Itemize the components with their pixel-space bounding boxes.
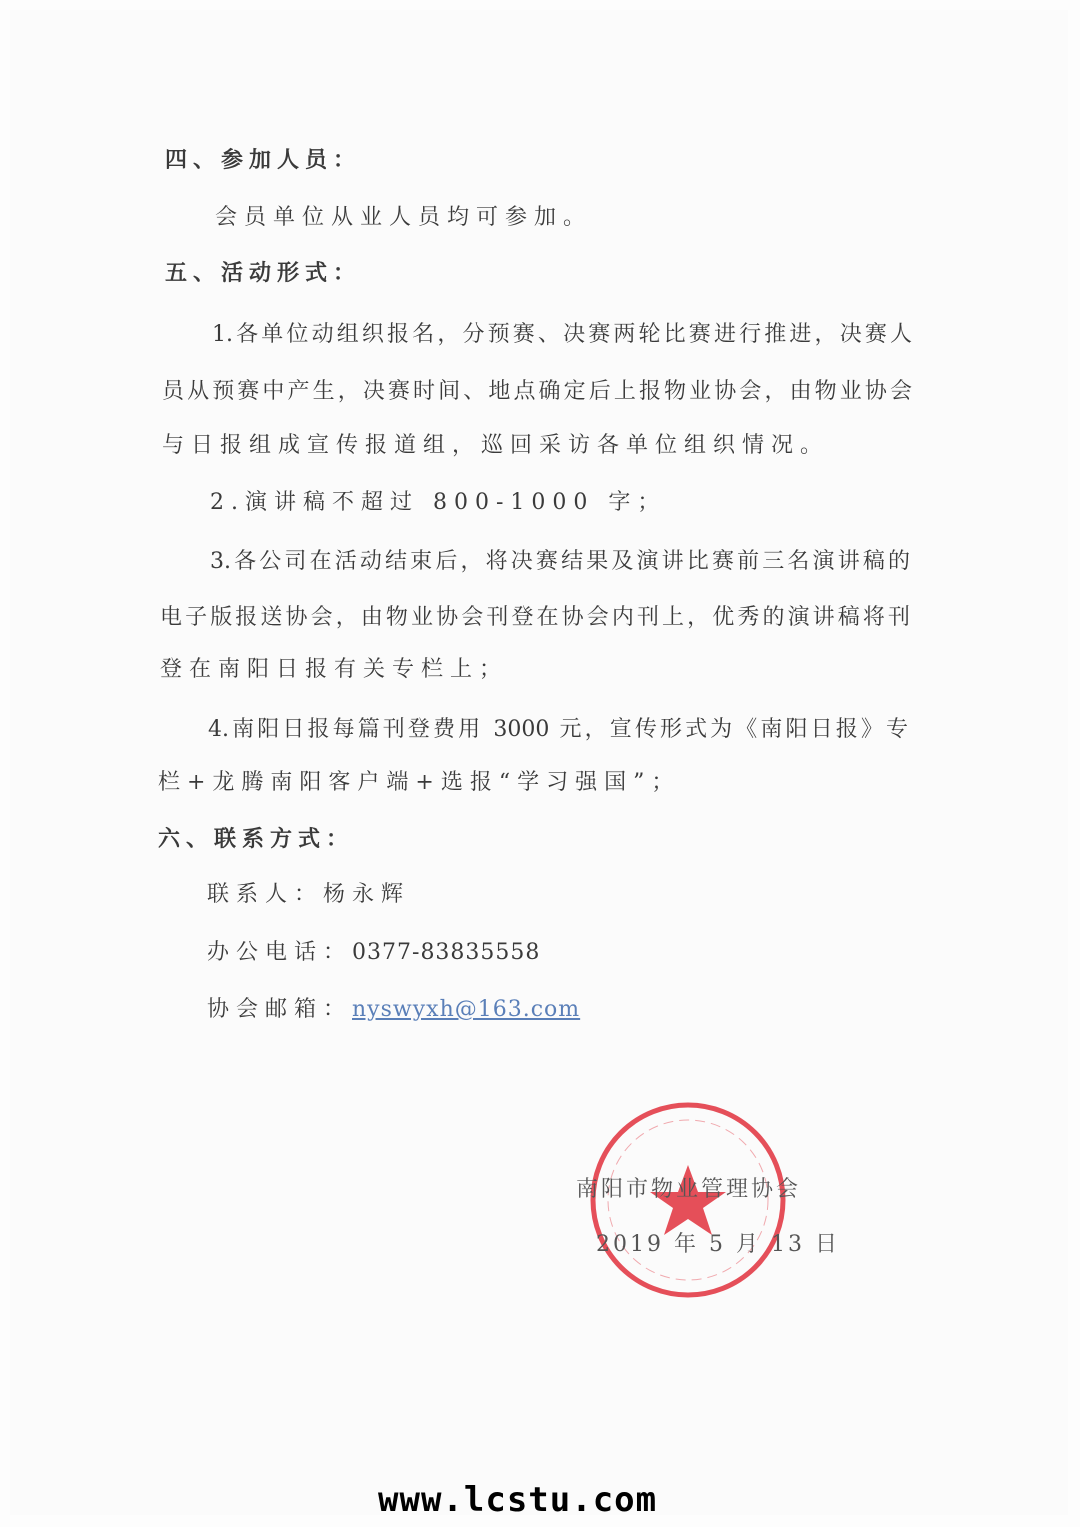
watermark: www.lcstu.com — [378, 1480, 658, 1520]
section-4-body: 会员单位从业人员均可参加。 — [215, 205, 593, 230]
item-3-line-1: 3.各公司在活动结束后，将决赛结果及演讲比赛前三名演讲稿的 — [210, 549, 910, 574]
contact-person — [207, 880, 410, 910]
item-1-line-2: 员从预赛中产生，决赛时间、地点确定后上报物业协会，由物业协会 — [162, 379, 912, 404]
signature-organization: 南阳市物业管理协会 — [576, 1177, 802, 1202]
email-label: 协会邮箱： — [207, 997, 353, 1022]
association-email — [207, 995, 580, 1025]
email-link[interactable]: nyswyxh@163.com — [352, 997, 581, 1022]
item-4-line-1: 4.南阳日报每篇刊登费用 3000 元，宣传形式为《南阳日报》专 — [208, 717, 908, 742]
document-page — [10, 10, 1068, 1515]
phone-value: 0377-83835558 — [352, 940, 541, 965]
phone-label: 办公电话： — [207, 940, 353, 965]
item-1-line-1: 1.各单位动组织报名，分预赛、决赛两轮比赛进行推进，决赛人 — [212, 322, 912, 347]
item-2: 2.演讲稿不超过 800-1000 字； — [210, 490, 667, 515]
section-6-heading: 六、联系方式： — [158, 826, 355, 852]
section-4-heading: 四、参加人员： — [165, 147, 362, 173]
office-phone — [207, 938, 540, 968]
item-4-line-2: 栏+龙腾南阳客户端+选报“学习强国”； — [158, 770, 681, 795]
contact-name: 杨永辉 — [323, 882, 411, 907]
item-3-line-2: 电子版报送协会，由物业协会刊登在协会内刊上，优秀的演讲稿将刊 — [160, 605, 910, 630]
signature-date: 2019 年 5 月 13 日 — [596, 1232, 840, 1257]
item-3-line-3: 登在南阳日报有关专栏上； — [160, 657, 509, 682]
item-1-line-3: 与日报组成宣传报道组，巡回采访各单位组织情况。 — [162, 433, 830, 458]
contact-label: 联系人： — [207, 882, 324, 907]
section-5-heading: 五、活动形式： — [165, 260, 362, 286]
